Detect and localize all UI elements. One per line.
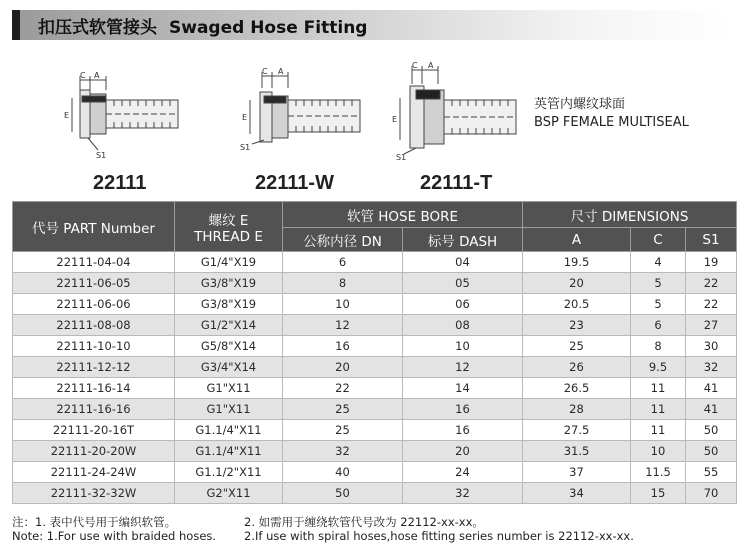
- cell-part-number: 22111-32-32W: [13, 483, 175, 504]
- cell-s1: 55: [686, 462, 737, 483]
- page-title: [38, 13, 367, 38]
- cell-c: 9.5: [631, 357, 686, 378]
- cell-a: 27.5: [523, 420, 631, 441]
- notes: [12, 515, 634, 543]
- dim-label-s1: S1: [396, 153, 407, 162]
- cell-dash: 24: [403, 462, 523, 483]
- cell-dn: 20: [283, 357, 403, 378]
- cell-dash: 16: [403, 399, 523, 420]
- cell-thread: G2"X11: [175, 483, 283, 504]
- title-banner-mark: [12, 10, 20, 40]
- cell-s1: 22: [686, 273, 737, 294]
- cell-part-number: 22111-08-08: [13, 315, 175, 336]
- cell-dash: 14: [403, 378, 523, 399]
- cell-dash: 12: [403, 357, 523, 378]
- table-row: [13, 462, 737, 483]
- cell-a: 25: [523, 336, 631, 357]
- cell-dash: 16: [403, 420, 523, 441]
- cell-thread: G1/2"X14: [175, 315, 283, 336]
- page-title-en: Swaged Hose Fitting: [169, 18, 368, 38]
- cell-s1: 19: [686, 252, 737, 273]
- header-a: A: [523, 228, 631, 252]
- cell-part-number: 22111-06-05: [13, 273, 175, 294]
- table-row: [13, 399, 737, 420]
- dim-label-a: A: [94, 71, 100, 80]
- dim-label-c: C: [262, 67, 268, 76]
- cell-dn: 50: [283, 483, 403, 504]
- dim-label-e: E: [392, 115, 398, 124]
- table-row: [13, 420, 737, 441]
- cell-s1: 50: [686, 420, 737, 441]
- cell-dn: 16: [283, 336, 403, 357]
- cell-c: 5: [631, 294, 686, 315]
- description-en: BSP FEMALE MULTISEAL: [534, 115, 689, 130]
- cell-a: 20.5: [523, 294, 631, 315]
- cell-dn: 10: [283, 294, 403, 315]
- cell-s1: 22: [686, 294, 737, 315]
- cell-part-number: 22111-06-06: [13, 294, 175, 315]
- header-thread-cn: 螺纹 E: [208, 212, 249, 229]
- cell-c: 11: [631, 399, 686, 420]
- table-row: [13, 483, 737, 504]
- cell-a: 37: [523, 462, 631, 483]
- header-dimensions: 尺寸 DIMENSIONS: [523, 202, 737, 228]
- cell-part-number: 22111-16-16: [13, 399, 175, 420]
- table-row: [13, 336, 737, 357]
- cell-thread: G3/8"X19: [175, 294, 283, 315]
- header-hose-bore: 软管 HOSE BORE: [283, 202, 523, 228]
- cell-part-number: 22111-24-24W: [13, 462, 175, 483]
- model-number-22111-t: 22111-T: [420, 172, 493, 194]
- cell-s1: 41: [686, 378, 737, 399]
- note-en-1: Note: 1.For use with braided hoses.: [12, 529, 217, 543]
- cell-s1: 27: [686, 315, 737, 336]
- cell-c: 15: [631, 483, 686, 504]
- page-title-cn: 扣压式软管接头: [38, 18, 157, 38]
- cell-c: 11: [631, 378, 686, 399]
- cell-thread: G5/8"X14: [175, 336, 283, 357]
- table-row: [13, 378, 737, 399]
- cell-thread: G1.1/4"X11: [175, 420, 283, 441]
- cell-part-number: 22111-10-10: [13, 336, 175, 357]
- cell-a: 26.5: [523, 378, 631, 399]
- cell-part-number: 22111-04-04: [13, 252, 175, 273]
- model-number-22111: 22111: [93, 172, 147, 194]
- cell-dash: 20: [403, 441, 523, 462]
- cell-s1: 70: [686, 483, 737, 504]
- cell-dn: 6: [283, 252, 403, 273]
- cell-s1: 32: [686, 357, 737, 378]
- cell-a: 20: [523, 273, 631, 294]
- fitting-drawing-22111-t: [392, 60, 524, 164]
- header-thread-en: THREAD E: [194, 228, 263, 245]
- cell-thread: G1"X11: [175, 378, 283, 399]
- table-row: [13, 294, 737, 315]
- dim-label-e: E: [242, 113, 248, 122]
- cell-thread: G1"X11: [175, 399, 283, 420]
- dim-label-a: A: [428, 61, 434, 70]
- cell-c: 4: [631, 252, 686, 273]
- header-s1: S1: [686, 228, 737, 252]
- cell-a: 26: [523, 357, 631, 378]
- cell-dash: 08: [403, 315, 523, 336]
- cell-dn: 8: [283, 273, 403, 294]
- header-thread: [175, 202, 283, 252]
- dim-label-c: C: [412, 61, 418, 70]
- header-c: C: [631, 228, 686, 252]
- cell-c: 10: [631, 441, 686, 462]
- cell-dash: 06: [403, 294, 523, 315]
- dim-label-a: A: [278, 67, 284, 76]
- header-part-number: 代号 PART Number: [13, 202, 175, 252]
- cell-dn: 12: [283, 315, 403, 336]
- cell-a: 31.5: [523, 441, 631, 462]
- cell-c: 6: [631, 315, 686, 336]
- cell-s1: 41: [686, 399, 737, 420]
- cell-part-number: 22111-16-14: [13, 378, 175, 399]
- table-row: [13, 273, 737, 294]
- cell-dn: 32: [283, 441, 403, 462]
- table-row: [13, 315, 737, 336]
- cell-dn: 25: [283, 420, 403, 441]
- dim-label-s1: S1: [96, 151, 107, 160]
- note-en-2: 2.If use with spiral hoses,hose fitting series number is 22112-xx-xx.: [244, 529, 634, 543]
- table-row: [13, 252, 737, 273]
- cell-a: 28: [523, 399, 631, 420]
- cell-a: 19.5: [523, 252, 631, 273]
- dim-label-c: C: [80, 71, 86, 80]
- cell-dash: 10: [403, 336, 523, 357]
- cell-dn: 40: [283, 462, 403, 483]
- cell-dash: 32: [403, 483, 523, 504]
- cell-c: 8: [631, 336, 686, 357]
- cell-part-number: 22111-12-12: [13, 357, 175, 378]
- cell-c: 11: [631, 420, 686, 441]
- cell-dn: 22: [283, 378, 403, 399]
- cell-thread: G1.1/2"X11: [175, 462, 283, 483]
- cell-c: 11.5: [631, 462, 686, 483]
- cell-part-number: 22111-20-16T: [13, 420, 175, 441]
- fitting-drawing-22111-w: [238, 66, 368, 158]
- cell-thread: G1/4"X19: [175, 252, 283, 273]
- cell-thread: G3/4"X14: [175, 357, 283, 378]
- table-row: [13, 357, 737, 378]
- cell-dash: 05: [403, 273, 523, 294]
- note-cn-2: 2. 如需用于缠绕软管代号改为 22112-xx-xx。: [244, 515, 484, 529]
- cell-a: 23: [523, 315, 631, 336]
- cell-thread: G1.1/4"X11: [175, 441, 283, 462]
- cell-thread: G3/8"X19: [175, 273, 283, 294]
- fitting-drawing-22111: [60, 70, 190, 160]
- header-dn: 公称内径 DN: [283, 228, 403, 252]
- spec-table: [12, 201, 737, 504]
- description-cn: 英管内螺纹球面: [534, 97, 626, 112]
- cell-s1: 30: [686, 336, 737, 357]
- cell-dn: 25: [283, 399, 403, 420]
- model-number-22111-w: 22111-W: [255, 172, 334, 194]
- dim-label-s1: S1: [240, 143, 251, 152]
- note-cn-1: 注：1. 表中代号用于编织软管。: [12, 515, 177, 529]
- cell-s1: 50: [686, 441, 737, 462]
- cell-a: 34: [523, 483, 631, 504]
- dim-label-e: E: [64, 111, 70, 120]
- cell-part-number: 22111-20-20W: [13, 441, 175, 462]
- header-dash: 标号 DASH: [403, 228, 523, 252]
- table-row: [13, 441, 737, 462]
- fitting-description: [534, 96, 689, 132]
- cell-c: 5: [631, 273, 686, 294]
- cell-dash: 04: [403, 252, 523, 273]
